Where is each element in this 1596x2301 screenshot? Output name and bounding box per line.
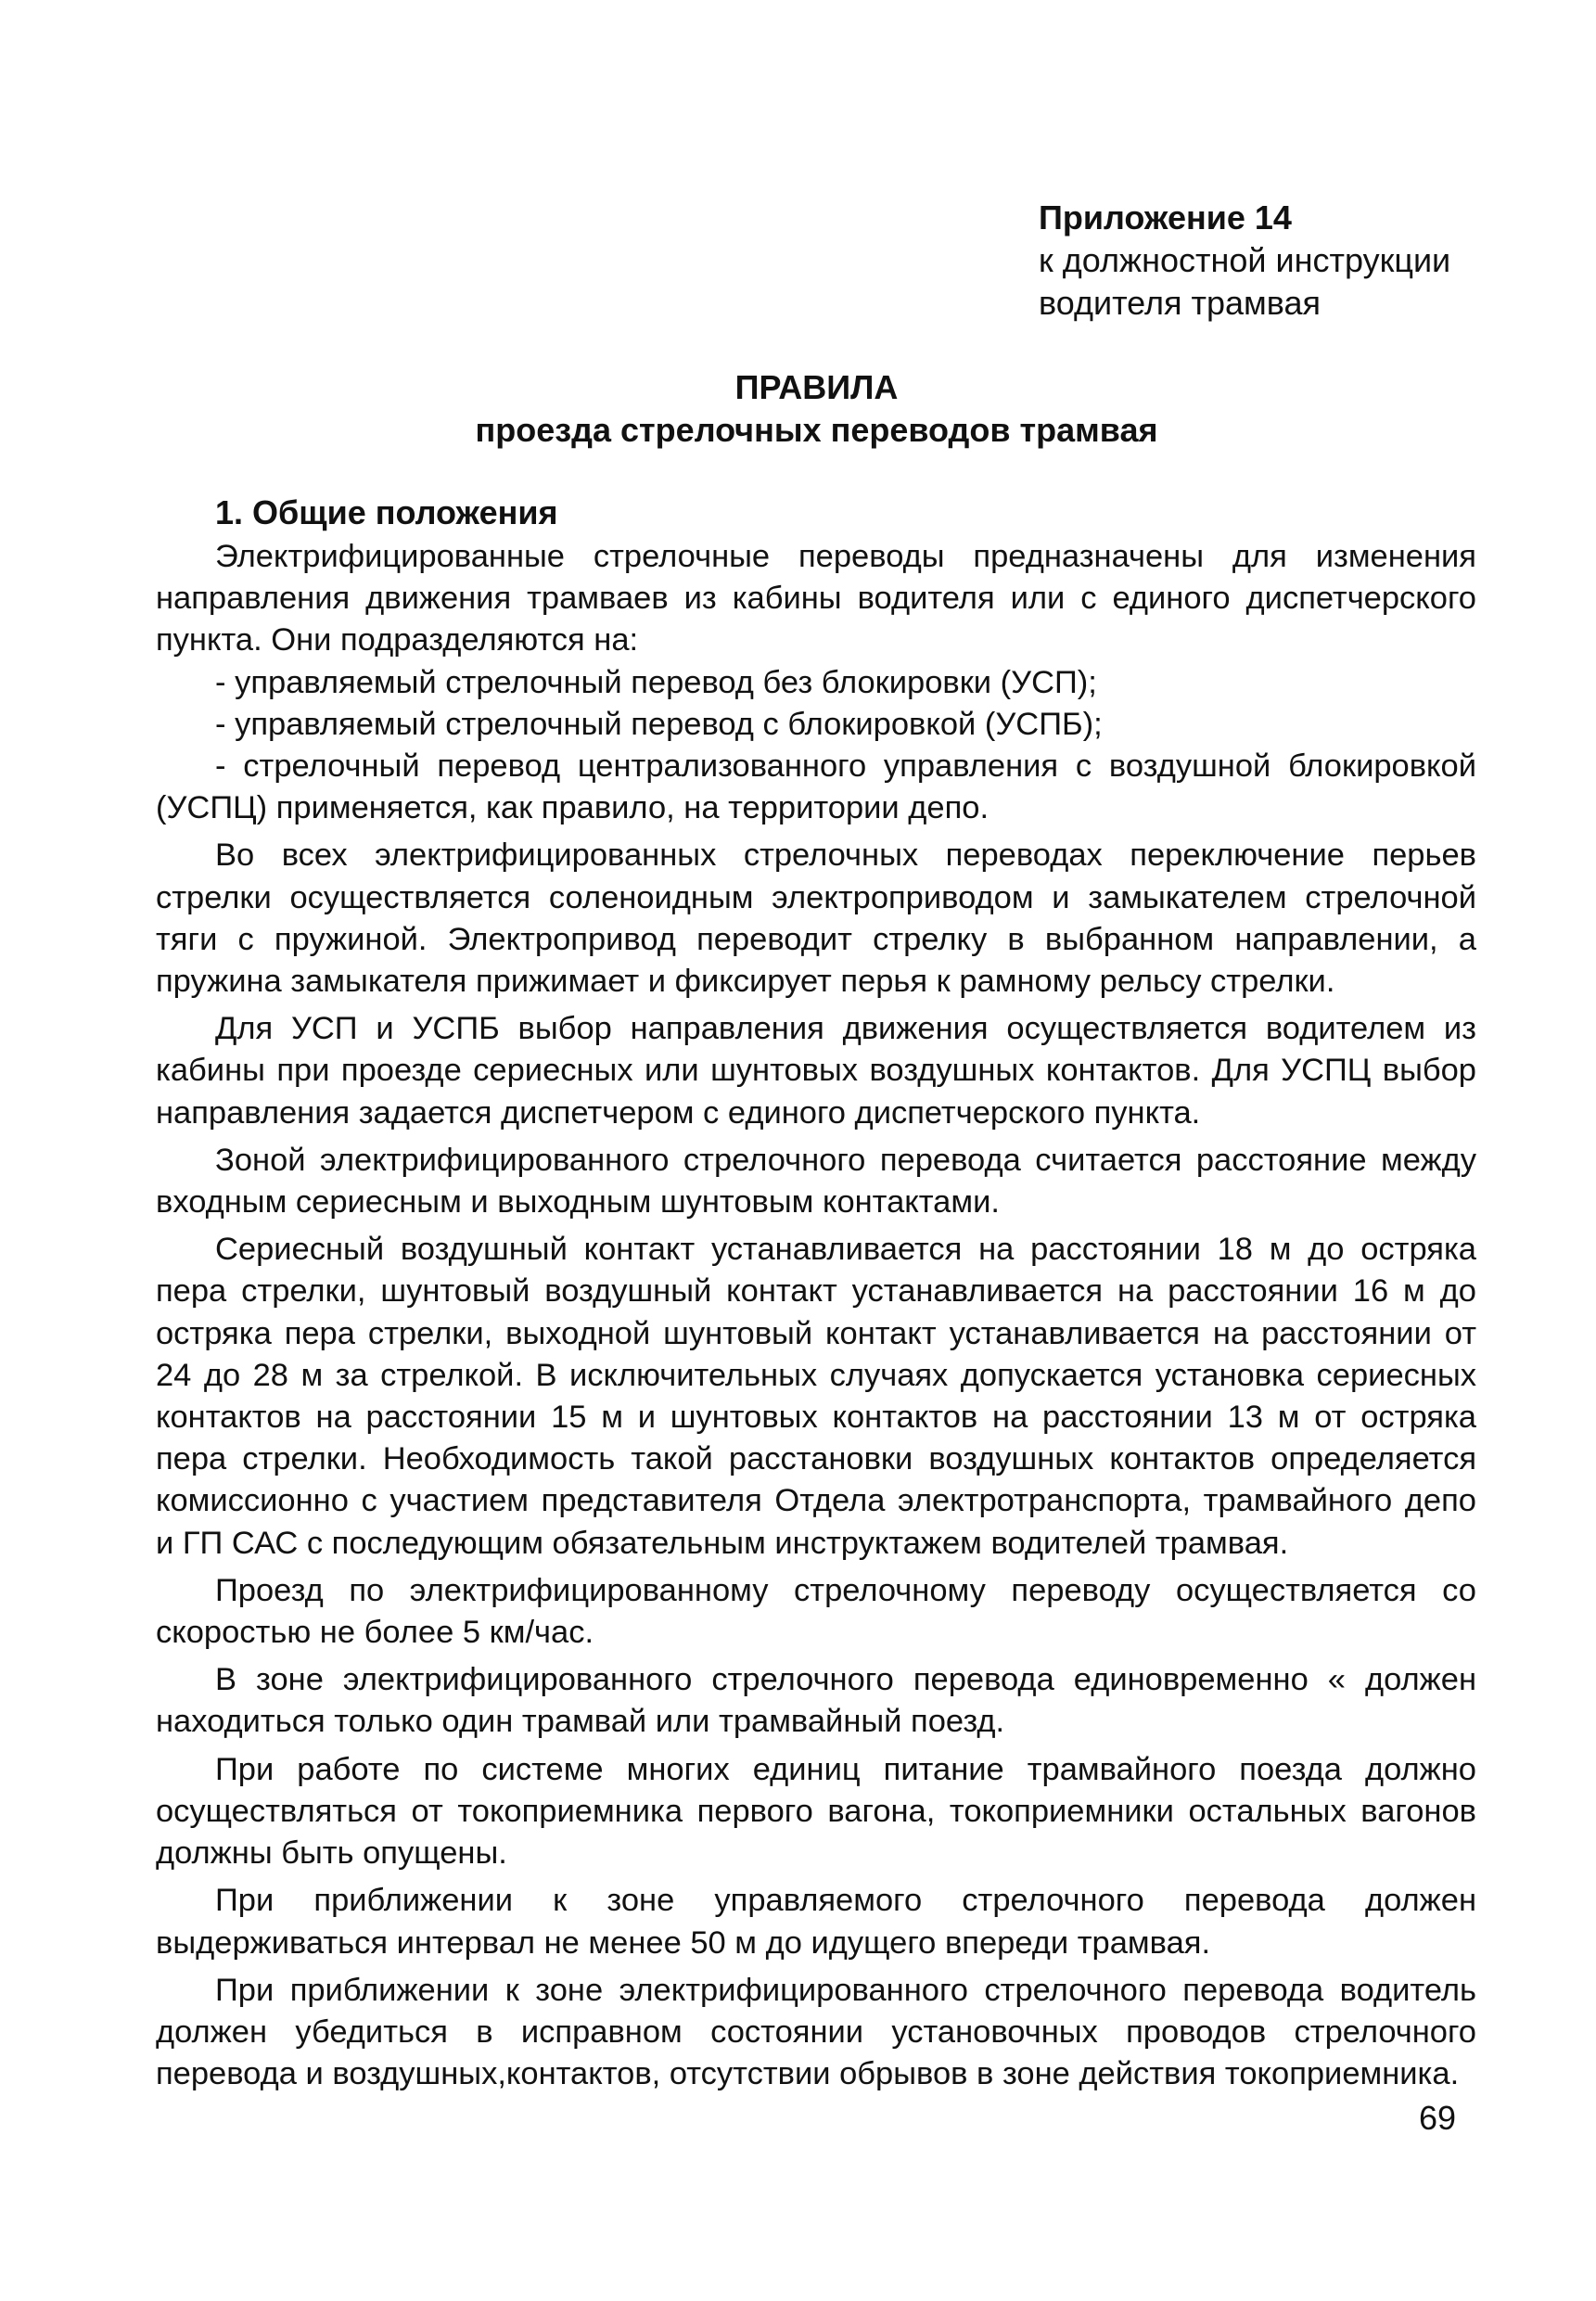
paragraph-6: Проезд по электрифицированному стрелочному переводу осуществляется со скоростью не более 5 км/час. <box>156 1572 1476 1651</box>
appendix-title: Приложение 14 <box>1039 198 1292 236</box>
paragraph-3: Для УСП и УСПБ выбор направления движения осуществляется водителем из кабины при проезде сериесных или шунтовых воздушных контактов. Для УСПЦ выбор направления задается диспетчером с единого диспетчерского пункта. <box>156 1011 1476 1131</box>
document-subtitle: проезда стрелочных переводов трамвая <box>475 411 1158 449</box>
paragraph-1: Электрифицированные стрелочные переводы предназначены для изменения направления движения трамваев из кабины водителя или с единого диспетчерского пункта. Они подразделяются на: <box>156 539 1476 658</box>
paragraph-2: Во всех электрифицированных стрелочных переводах переключение перьев стрелки осуществляется соленоидным электроприводом и замыкателем стрелочной тяги с пружиной. Электропривод переводит стрелку в выбранном направлении, а пружина замыкателя прижимает и фиксирует перья к рамному рельсу стрелки. <box>156 837 1476 1000</box>
appendix-header <box>1039 197 1521 325</box>
paragraph-4: Зоной электрифицированного стрелочного перевода считается расстояние между входным сериесным и выходным шунтовым контактами. <box>156 1142 1476 1221</box>
appendix-line-3: водителя трамвая <box>1039 284 1321 322</box>
paragraph-10: При приближении к зоне электрифицированного стрелочного перевода водитель должен убедиться в исправном состоянии установочных проводов стрелочного перевода и воздушных,контактов, отсутствии обрывов в зоне действия токоприемника. <box>156 1972 1476 2092</box>
document-body <box>156 492 1476 2095</box>
paragraph-8: При работе по системе многих единиц питание трамвайного поезда должно осуществляться от токоприемника первого вагона, токоприемники остальных вагонов должны быть опущены. <box>156 1751 1476 1872</box>
list-item-2: - управляемый стрелочный перевод с блокировкой (УСПБ); <box>215 706 1103 742</box>
list-item-1: - управляемый стрелочный перевод без блокировки (УСП); <box>215 664 1097 700</box>
paragraph-9: При приближении к зоне управляемого стрелочного перевода должен выдерживаться интервал не менее 50 м до идущего впереди трамвая. <box>156 1883 1476 1961</box>
paragraph-7: В зоне электрифицированного стрелочного перевода единовременно « должен находиться только один трамвай или трамвайный поезд. <box>156 1662 1476 1740</box>
page-number: 69 <box>1419 2099 1457 2137</box>
list-item-3: - стрелочный перевод централизованного управления с воздушной блокировкой (УСПЦ) применяется, как правило, на территории депо. <box>156 748 1476 826</box>
document-title: ПРАВИЛА <box>734 368 899 406</box>
appendix-line-2: к должностной инструкции <box>1039 241 1451 279</box>
section-heading: 1. Общие положения <box>215 493 558 531</box>
document-title-block <box>158 366 1475 452</box>
paragraph-5: Сериесный воздушный контакт устанавливается на расстоянии 18 м до остряка пера стрелки, шунтовый воздушный контакт устанавливается на расстоянии 16 м до остряка пера стрелки, выходной шунтовый контакт устанавливается на расстоянии от 24 до 28 м за стрелкой. В исключительных случаях допускается установка сериесных контактов на расстоянии 15 м и шунтовых контактов на расстоянии 13 м от остряка пера стрелки. Необходимость такой расстановки воздушных контактов определяется комиссионно с участием представителя Отдела электротранспорта, трамвайного депо и ГП САС с последующим обязательным инструктажем водителей трамвая. <box>156 1232 1476 1561</box>
